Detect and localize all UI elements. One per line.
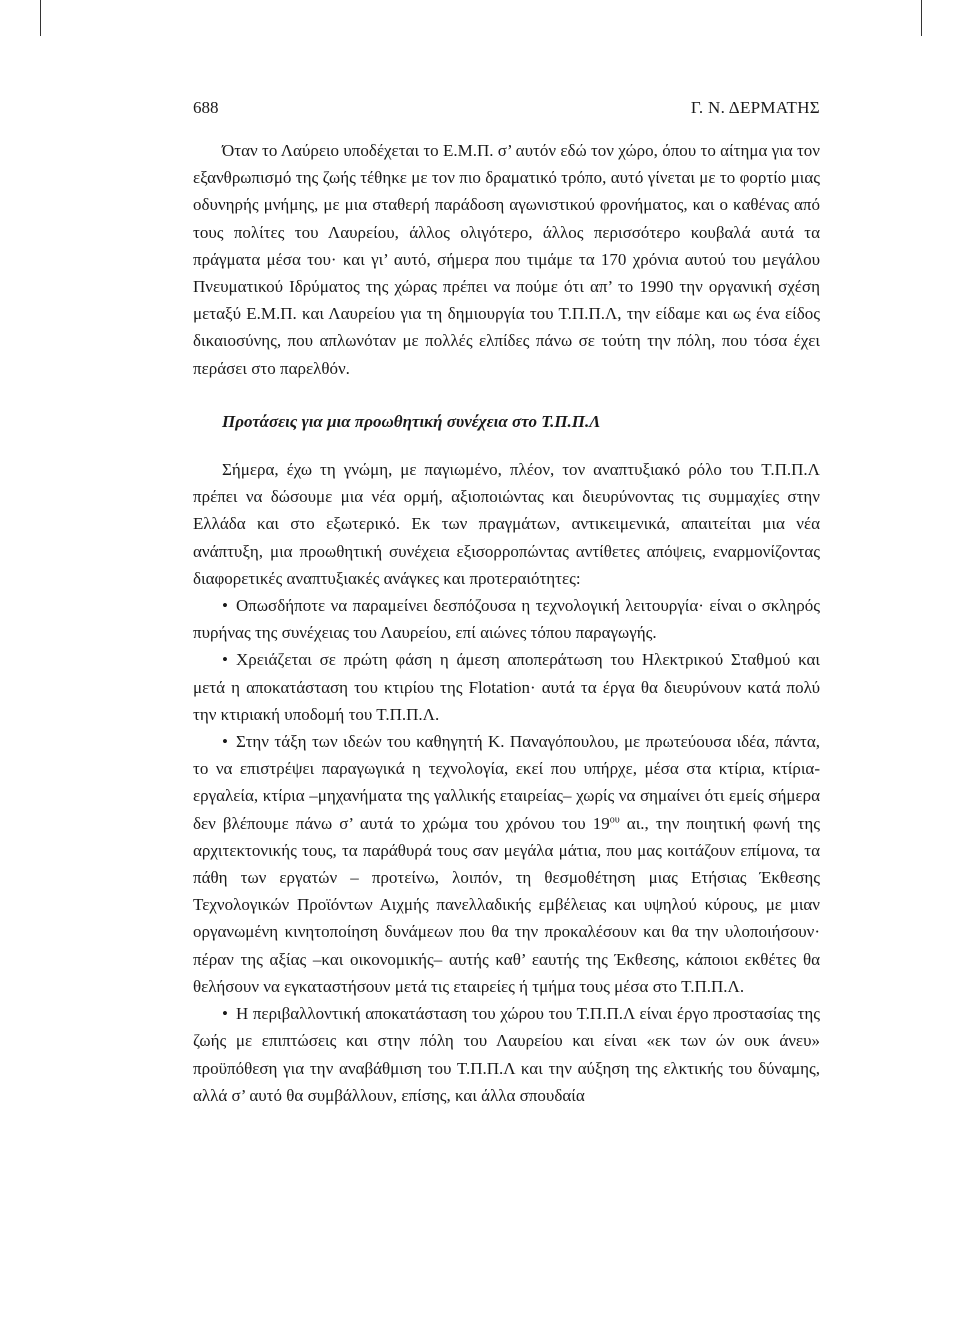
bullet-text: Χρειάζεται σε πρώτη φάση η άμεση αποπεράτωση του Ηλεκτρικού Σταθμού και μετά η αποκατάσταση του κτιρίου της Flotation· αυτά τα έργα θα διευρύνουν κατά πολύ την κτιριακή υποδομή του Τ.Π.Π.Λ.: [193, 650, 820, 724]
section-heading: Προτάσεις για μια προωθητική συνέχεια στο Τ.Π.Π.Λ: [222, 411, 601, 431]
bullet-text-part-b: αι., την ποιητική φωνή της αρχιτεκτονικής τους, τα παράθυρά τους σαν μεγάλα μάτια, που μας κοιτάζουν επίμονα, τα πάθη των εργατών – προτείνω, λοιπόν, τη θεσμοθέτηση μιας Ετήσιας Έκθεσης Τεχνολογικών Προϊόντων Αιχμής πανελλαδικής εμβέλειας και υψηλού κύρους, με μιαν οργανωμένη κινητοποίηση δυνάμεων που θα την προκαλέσουν και θα την υλοποιήσουν· πέραν της αξίας –και οικονομικής– αυτής καθ’ εαυτής της Έκθεσης, κάποιοι εκθέτες θα θελήσουν να εγκαταστήσουν μετά τις εταιρείες ή τμήμα τους μέσα στο Τ.Π.Π.Λ.: [193, 813, 820, 996]
bullet-mark: •: [222, 650, 228, 670]
page-number: 688: [193, 98, 219, 117]
bullet-text: Οπωσδήποτε να παραμείνει δεσπόζουσα η τεχνολογική λειτουργία· είναι ο σκληρός πυρήνας της συνέχειας του Λαυρείου, επί αιώνες τόπου παραγωγής.: [193, 596, 820, 643]
bullet-item-environment: [193, 1000, 820, 1109]
paragraph-intro: Όταν το Λαύρειο υποδέχεται το Ε.Μ.Π. σ’ αυτόν εδώ τον χώρο, όπου το αίτημα για τον εξανθρωπισμό της ζωής τέθηκε με τον πιο δραματικό τρόπο, αυτό γίνεται με το φορτίο μιας οδυνηρής μνήμης, με μια σταθερή παράδοση αγωνιστικού φρονήματος, και ο καθένας από τους πολίτες του Λαυρείου, άλλος ολιγότερο, άλλος περισσότερο κουβαλά αυτά τα πράγματα μέσα του· και γι’ αυτό, σήμερα που τιμάμε τα 170 χρόνια αυτού του μεγάλου Πνευματικού Ιδρύματος της χώρας πρέπει να πούμε ότι απ’ το 1990 την οργανική σχέση μεταξύ Ε.Μ.Π. και Λαυρείου για τη δημιουργία του Τ.Π.Π.Λ, την είδαμε και ως ένα είδος δικαιοσύνης, που απλωνόταν με πολλές ελπίδες πάνω σε τούτη την πόλη, που τόσα έχει περάσει στο παρελθόν.: [193, 141, 820, 378]
body-text: [193, 137, 820, 1109]
crop-mark-left: [40, 0, 41, 36]
running-head-author: Γ. Ν. ΔΕΡΜΑΤΗΣ: [690, 98, 820, 117]
paragraph-proposals: Σήμερα, έχω τη γνώμη, με παγιωμένο, πλέον, τον αναπτυξιακό ρόλο του Τ.Π.Π.Λ πρέπει να δώσουμε μια νέα ορμή, αξιοποιώντας και διευρύνοντας τις συμμαχίες στην Ελλάδα και στο εξωτερικό. Εκ των πραγμάτων, αντικειμενικά, απαιτείται μια νέα ανάπτυξη, μια προωθητική συνέχεια εξισορροπώντας αντίθετες απόψεις, εναρμονίζοντας διαφορετικές αναπτυξιακές ανάγκες και προτεραιότητες:: [193, 460, 820, 588]
bullet-item-technology: [193, 592, 820, 646]
bullet-mark: •: [222, 1004, 228, 1024]
bullet-item-exhibition: [193, 728, 820, 1000]
bullet-mark: •: [222, 732, 228, 752]
bullet-item-power-station: [193, 646, 820, 728]
bullet-text-part-a: Στην τάξη των ιδεών του καθηγητή Κ. Παναγόπουλου, με πρωτεύουσα ιδέα, πάντα, το να επιστρέψει παραγωγικά η τεχνολογία, εκεί που υπήρχε, μέσα στα κτίρια, κτίρια-εργαλεία, κτίρια –μηχανήματα της γαλλικής εταιρείας– χωρίς να σημαίνει ότι εμείς σήμερα δεν βλέπουμε πάνω σ’ αυτά το χρώμα του χρόνου του 19: [193, 732, 820, 833]
ordinal-superscript: ου: [609, 814, 620, 826]
running-head: [193, 96, 820, 120]
bullet-text: Η περιβαλλοντική αποκατάσταση του χώρου του Τ.Π.Π.Λ είναι έργο προστασίας της ζωής με επιπτώσεις και στην πόλη του Λαυρείου και είναι «εκ των ών ουκ άνευ» προϋπόθεση για την αναβάθμιση του Τ.Π.Π.Λ και την αύξηση της ελκτικής του δύναμης, αλλά σ’ αυτό θα συμβάλλουν, επίσης, και άλλα σπουδαία: [193, 1004, 820, 1105]
bullet-mark: •: [222, 596, 228, 616]
crop-mark-right: [921, 0, 922, 36]
